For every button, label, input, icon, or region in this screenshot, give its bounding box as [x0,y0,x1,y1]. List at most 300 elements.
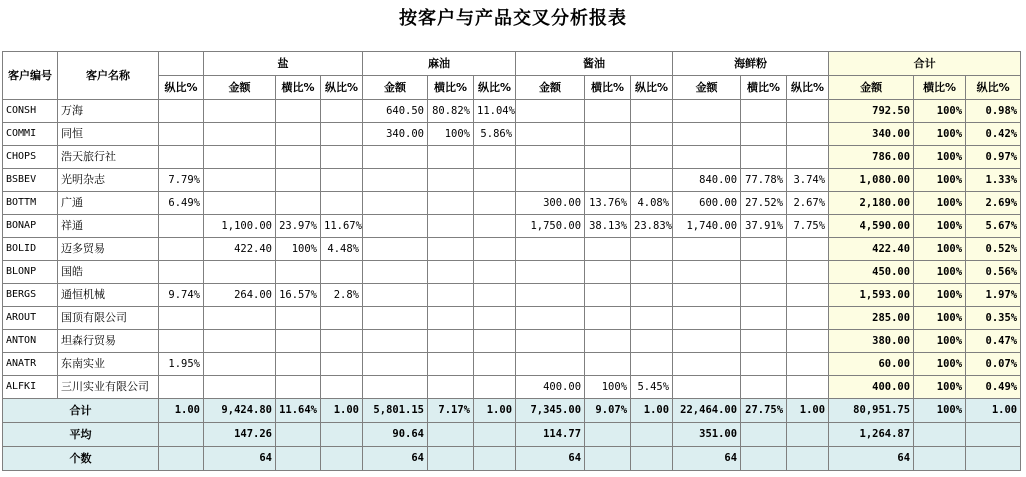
value-cell: 38.13% [585,215,631,238]
value-cell [787,100,829,123]
value-cell [363,353,428,376]
value-cell [787,123,829,146]
value-cell [741,261,787,284]
value-cell [474,284,516,307]
summary-value-cell [474,423,516,447]
value-cell: 7.79% [159,169,204,192]
summary-value-cell [159,423,204,447]
total-value-cell: 1.33% [966,169,1021,192]
total-value-cell: 0.49% [966,376,1021,399]
col-header-blank [159,52,204,76]
value-cell [474,376,516,399]
value-cell [159,146,204,169]
group-header-seafood-powder: 海鲜粉 [673,52,829,76]
total-value-cell: 450.00 [829,261,914,284]
value-cell [276,146,321,169]
total-value-cell: 0.56% [966,261,1021,284]
summary-label: 合计 [3,399,159,423]
col-header-amount: 金额 [363,76,428,100]
value-cell [631,169,673,192]
summary-value-cell: 1.00 [474,399,516,423]
col-header-ratio-h: 横比% [914,76,966,100]
value-cell [741,376,787,399]
total-value-cell: 786.00 [829,146,914,169]
table-row [3,123,1021,146]
summary-value-cell: 64 [673,447,741,471]
value-cell: 7.75% [787,215,829,238]
summary-value-cell [914,423,966,447]
value-cell: 100% [276,238,321,261]
table-row [3,100,1021,123]
total-value-cell: 100% [914,330,966,353]
customer-name-cell: 通恒机械 [58,284,159,307]
table-row [3,238,1021,261]
summary-value-cell: 11.64% [276,399,321,423]
total-value-cell: 100% [914,376,966,399]
value-cell [363,307,428,330]
summary-value-cell: 64 [363,447,428,471]
total-value-cell: 340.00 [829,123,914,146]
summary-value-cell [966,447,1021,471]
group-header-total: 合计 [829,52,1021,76]
group-header-soy-sauce: 酱油 [516,52,673,76]
value-cell [631,146,673,169]
total-value-cell: 100% [914,215,966,238]
value-cell [321,169,363,192]
summary-row [3,447,1021,471]
value-cell [474,330,516,353]
value-cell [516,261,585,284]
col-header-ratio-v: 纵比% [159,76,204,100]
value-cell [428,330,474,353]
summary-value-cell: 7.17% [428,399,474,423]
total-value-cell: 100% [914,123,966,146]
table-row [3,215,1021,238]
value-cell [787,330,829,353]
summary-value-cell [428,423,474,447]
value-cell [204,146,276,169]
summary-value-cell [585,447,631,471]
value-cell [787,146,829,169]
customer-name-cell: 万海 [58,100,159,123]
value-cell: 1,750.00 [516,215,585,238]
value-cell [321,146,363,169]
summary-value-cell: 351.00 [673,423,741,447]
customer-code-cell: CHOPS [3,146,58,169]
value-cell: 1,740.00 [673,215,741,238]
value-cell [673,307,741,330]
value-cell: 400.00 [516,376,585,399]
value-cell [204,261,276,284]
value-cell [363,284,428,307]
value-cell [321,330,363,353]
value-cell: 23.97% [276,215,321,238]
value-cell [585,284,631,307]
value-cell [585,238,631,261]
value-cell [363,238,428,261]
value-cell [159,123,204,146]
value-cell: 100% [585,376,631,399]
value-cell [741,238,787,261]
value-cell [741,307,787,330]
summary-value-cell: 1.00 [159,399,204,423]
value-cell [474,192,516,215]
value-cell [276,192,321,215]
summary-value-cell [276,423,321,447]
value-cell [428,376,474,399]
summary-row [3,423,1021,447]
summary-value-cell [631,423,673,447]
value-cell [585,146,631,169]
value-cell [516,330,585,353]
total-value-cell: 100% [914,100,966,123]
table-row [3,192,1021,215]
value-cell [159,261,204,284]
total-value-cell: 285.00 [829,307,914,330]
total-value-cell: 5.67% [966,215,1021,238]
value-cell: 6.49% [159,192,204,215]
summary-value-cell [966,423,1021,447]
total-value-cell: 100% [914,192,966,215]
col-header-ratio-h: 横比% [428,76,474,100]
customer-code-cell: ALFKI [3,376,58,399]
value-cell: 600.00 [673,192,741,215]
value-cell [363,215,428,238]
summary-value-cell: 114.77 [516,423,585,447]
col-header-ratio-v: 纵比% [631,76,673,100]
value-cell [741,123,787,146]
value-cell [204,169,276,192]
summary-value-cell: 1.00 [966,399,1021,423]
value-cell [741,330,787,353]
summary-value-cell [741,447,787,471]
table-row [3,307,1021,330]
value-cell: 100% [428,123,474,146]
col-header-amount: 金额 [516,76,585,100]
value-cell: 3.74% [787,169,829,192]
value-cell [585,123,631,146]
value-cell [428,146,474,169]
value-cell [474,238,516,261]
summary-value-cell: 5,801.15 [363,399,428,423]
value-cell [673,353,741,376]
value-cell [585,353,631,376]
value-cell [474,261,516,284]
value-cell [516,284,585,307]
customer-code-cell: ANTON [3,330,58,353]
total-value-cell: 1,593.00 [829,284,914,307]
value-cell [673,100,741,123]
value-cell [631,307,673,330]
total-value-cell: 1,080.00 [829,169,914,192]
value-cell [428,169,474,192]
value-cell [321,307,363,330]
value-cell: 4.08% [631,192,673,215]
summary-value-cell [321,447,363,471]
customer-name-cell: 三川实业有限公司 [58,376,159,399]
value-cell [276,376,321,399]
table-row [3,146,1021,169]
value-cell: 4.48% [321,238,363,261]
customer-name-cell: 国顶有限公司 [58,307,159,330]
customer-code-cell: BSBEV [3,169,58,192]
total-value-cell: 0.47% [966,330,1021,353]
value-cell [673,261,741,284]
value-cell: 422.40 [204,238,276,261]
total-value-cell: 100% [914,261,966,284]
summary-value-cell: 64 [829,447,914,471]
total-value-cell: 2.69% [966,192,1021,215]
table-row [3,330,1021,353]
total-value-cell: 0.07% [966,353,1021,376]
total-value-cell: 0.97% [966,146,1021,169]
value-cell: 11.04% [474,100,516,123]
value-cell [204,123,276,146]
value-cell [276,100,321,123]
value-cell [673,284,741,307]
total-value-cell: 0.35% [966,307,1021,330]
value-cell: 264.00 [204,284,276,307]
value-cell [631,353,673,376]
value-cell [741,100,787,123]
summary-value-cell: 22,464.00 [673,399,741,423]
col-header-amount: 金额 [829,76,914,100]
total-value-cell: 2,180.00 [829,192,914,215]
value-cell [321,100,363,123]
value-cell [428,215,474,238]
summary-value-cell: 1.00 [787,399,829,423]
value-cell [321,123,363,146]
value-cell [159,100,204,123]
summary-value-cell [914,447,966,471]
customer-name-cell: 迈多贸易 [58,238,159,261]
value-cell [474,169,516,192]
value-cell [516,100,585,123]
value-cell: 340.00 [363,123,428,146]
summary-value-cell [787,447,829,471]
value-cell [363,146,428,169]
value-cell: 2.8% [321,284,363,307]
value-cell [159,238,204,261]
col-header-amount: 金额 [204,76,276,100]
value-cell [363,330,428,353]
value-cell: 9.74% [159,284,204,307]
value-cell [204,192,276,215]
value-cell: 300.00 [516,192,585,215]
value-cell [363,169,428,192]
customer-code-cell: ANATR [3,353,58,376]
table-body [3,100,1021,399]
table-row [3,376,1021,399]
value-cell: 1.95% [159,353,204,376]
value-cell [585,169,631,192]
value-cell [204,353,276,376]
value-cell [787,353,829,376]
value-cell [204,100,276,123]
total-value-cell: 100% [914,353,966,376]
summary-value-cell: 64 [204,447,276,471]
value-cell [516,146,585,169]
value-cell [474,307,516,330]
value-cell [276,353,321,376]
total-value-cell: 100% [914,238,966,261]
table-row [3,169,1021,192]
value-cell [204,376,276,399]
value-cell [631,261,673,284]
customer-name-cell: 浩天旅行社 [58,146,159,169]
value-cell: 13.76% [585,192,631,215]
total-value-cell: 100% [914,307,966,330]
value-cell [787,376,829,399]
value-cell [673,376,741,399]
summary-value-cell: 147.26 [204,423,276,447]
summary-value-cell [276,447,321,471]
value-cell: 27.52% [741,192,787,215]
value-cell [516,307,585,330]
col-header-amount: 金额 [673,76,741,100]
value-cell: 840.00 [673,169,741,192]
value-cell [363,261,428,284]
value-cell [673,146,741,169]
total-value-cell: 60.00 [829,353,914,376]
total-value-cell: 422.40 [829,238,914,261]
value-cell [159,330,204,353]
value-cell [741,284,787,307]
summary-label: 平均 [3,423,159,447]
value-cell [276,330,321,353]
total-value-cell: 4,590.00 [829,215,914,238]
value-cell [516,169,585,192]
summary-value-cell: 27.75% [741,399,787,423]
value-cell [516,238,585,261]
value-cell [363,192,428,215]
total-value-cell: 100% [914,146,966,169]
summary-value-cell: 90.64 [363,423,428,447]
report-title: 按客户与产品交叉分析报表 [399,8,627,29]
value-cell [741,353,787,376]
customer-code-cell: BOLID [3,238,58,261]
group-header-sesame-oil: 麻油 [363,52,516,76]
customer-name-cell: 国皓 [58,261,159,284]
value-cell [741,146,787,169]
value-cell [673,330,741,353]
value-cell [321,192,363,215]
col-header-ratio-v: 纵比% [966,76,1021,100]
summary-value-cell [474,447,516,471]
col-header-ratio-v: 纵比% [474,76,516,100]
customer-code-cell: BLONP [3,261,58,284]
total-value-cell: 400.00 [829,376,914,399]
summary-value-cell [741,423,787,447]
total-value-cell: 100% [914,169,966,192]
col-header-ratio-h: 横比% [276,76,321,100]
value-cell [673,123,741,146]
value-cell [276,307,321,330]
value-cell [428,192,474,215]
customer-name-cell: 坦森行贸易 [58,330,159,353]
value-cell: 5.86% [474,123,516,146]
total-value-cell: 0.98% [966,100,1021,123]
value-cell [474,215,516,238]
summary-value-cell: 1.00 [631,399,673,423]
value-cell [159,215,204,238]
summary-value-cell [321,423,363,447]
value-cell [204,330,276,353]
summary-value-cell: 9,424.80 [204,399,276,423]
customer-code-cell: BOTTM [3,192,58,215]
value-cell [585,100,631,123]
value-cell [276,261,321,284]
value-cell: 16.57% [276,284,321,307]
summary-value-cell: 80,951.75 [829,399,914,423]
summary-row [3,399,1021,423]
summary-value-cell: 7,345.00 [516,399,585,423]
value-cell [631,284,673,307]
value-cell [276,169,321,192]
total-value-cell: 0.52% [966,238,1021,261]
value-cell [428,261,474,284]
value-cell: 37.91% [741,215,787,238]
customer-name-cell: 东南实业 [58,353,159,376]
value-cell [787,307,829,330]
total-value-cell: 100% [914,284,966,307]
customer-name-cell: 祥通 [58,215,159,238]
summary-value-cell [428,447,474,471]
value-cell [428,307,474,330]
summary-value-cell [585,423,631,447]
cross-analysis-table [2,51,1021,471]
value-cell [321,376,363,399]
customer-code-cell: CONSH [3,100,58,123]
total-value-cell: 380.00 [829,330,914,353]
total-value-cell: 792.50 [829,100,914,123]
value-cell [363,376,428,399]
summary-value-cell: 64 [516,447,585,471]
value-cell [474,353,516,376]
total-value-cell: 0.42% [966,123,1021,146]
summary-value-cell [159,447,204,471]
value-cell [585,261,631,284]
customer-code-cell: COMMI [3,123,58,146]
summary-value-cell [631,447,673,471]
value-cell [631,123,673,146]
col-header-ratio-h: 横比% [741,76,787,100]
value-cell [787,284,829,307]
customer-code-cell: AROUT [3,307,58,330]
col-header-ratio-v: 纵比% [787,76,829,100]
value-cell: 23.83% [631,215,673,238]
value-cell: 77.78% [741,169,787,192]
customer-name-cell: 广通 [58,192,159,215]
value-cell: 640.50 [363,100,428,123]
value-cell [159,307,204,330]
value-cell [204,307,276,330]
value-cell [516,123,585,146]
total-value-cell: 1.97% [966,284,1021,307]
value-cell [585,307,631,330]
value-cell: 2.67% [787,192,829,215]
value-cell [631,238,673,261]
value-cell [673,238,741,261]
value-cell [428,238,474,261]
summary-value-cell: 1.00 [321,399,363,423]
summary-value-cell: 1,264.87 [829,423,914,447]
value-cell [428,353,474,376]
summary-label: 个数 [3,447,159,471]
value-cell [321,353,363,376]
table-row [3,353,1021,376]
value-cell [428,284,474,307]
